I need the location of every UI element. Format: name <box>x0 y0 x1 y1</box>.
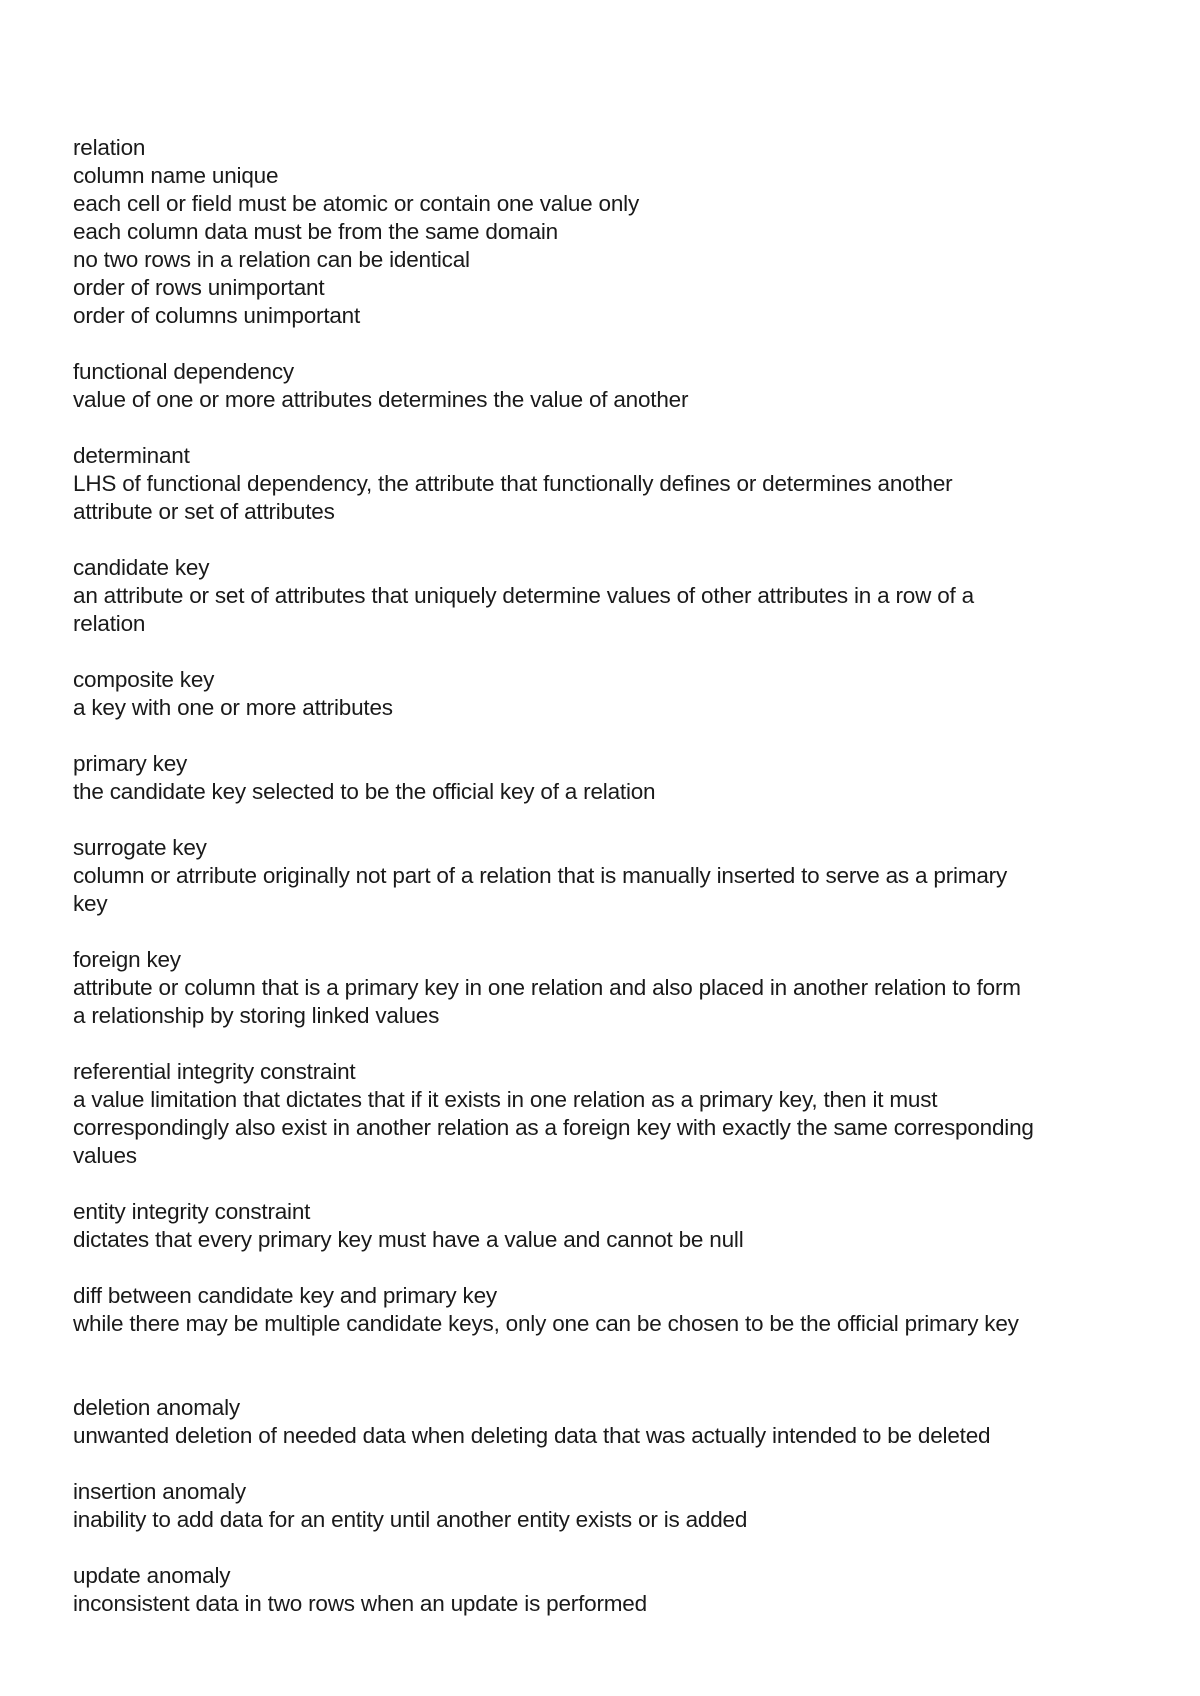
definition-line: dictates that every primary key must have a value and cannot be null <box>73 1227 744 1252</box>
note-referential-integrity <box>73 1058 1153 1170</box>
term-diff-keys: diff between candidate key and primary key <box>73 1283 497 1308</box>
note-functional-dependency <box>73 358 1153 414</box>
term-referential-integrity: referential integrity constraint <box>73 1059 356 1084</box>
definition-line: column name unique <box>73 163 279 188</box>
document-page <box>73 134 1153 1618</box>
definition-line: key <box>73 891 108 916</box>
definition-line: order of rows unimportant <box>73 275 325 300</box>
term-foreign-key: foreign key <box>73 947 181 972</box>
term-update-anomaly: update anomaly <box>73 1563 231 1588</box>
note-foreign-key <box>73 946 1153 1030</box>
definition-line: unwanted deletion of needed data when deleting data that was actually intended to be deleted <box>73 1423 991 1448</box>
definition-line: LHS of functional dependency, the attribute that functionally defines or determines another <box>73 471 953 496</box>
definition-line: order of columns unimportant <box>73 303 361 328</box>
term-relation: relation <box>73 135 146 160</box>
definition-line: each cell or field must be atomic or contain one value only <box>73 191 640 216</box>
note-entity-integrity <box>73 1198 1153 1254</box>
term-insertion-anomaly: insertion anomaly <box>73 1479 246 1504</box>
note-determinant <box>73 442 1153 526</box>
note-composite-key <box>73 666 1153 722</box>
term-primary-key: primary key <box>73 751 188 776</box>
definition-line: inconsistent data in two rows when an update is performed <box>73 1591 647 1616</box>
definition-line: relation <box>73 611 146 636</box>
definition-line: inability to add data for an entity until another entity exists or is added <box>73 1507 748 1532</box>
term-deletion-anomaly: deletion anomaly <box>73 1395 240 1420</box>
definition-line: attribute or set of attributes <box>73 499 335 524</box>
note-diff-keys <box>73 1282 1153 1338</box>
definition-line: column or atrribute originally not part of a relation that is manually inserted to serve as a primary <box>73 863 1007 888</box>
definition-line: attribute or column that is a primary key in one relation and also placed in another relation to form <box>73 975 1021 1000</box>
definition-line: a relationship by storing linked values <box>73 1003 440 1028</box>
definition-line: value of one or more attributes determines the value of another <box>73 387 689 412</box>
definition-line: a key with one or more attributes <box>73 695 393 720</box>
note-candidate-key <box>73 554 1153 638</box>
definition-line: no two rows in a relation can be identical <box>73 247 470 272</box>
definition-line: each column data must be from the same domain <box>73 219 559 244</box>
note-primary-key <box>73 750 1153 806</box>
definition-line: a value limitation that dictates that if it exists in one relation as a primary key, then it must <box>73 1087 938 1112</box>
term-functional-dependency: functional dependency <box>73 359 294 384</box>
definition-line: correspondingly also exist in another relation as a foreign key with exactly the same corresponding <box>73 1115 1034 1140</box>
definition-line: the candidate key selected to be the official key of a relation <box>73 779 656 804</box>
term-surrogate-key: surrogate key <box>73 835 207 860</box>
definition-line: values <box>73 1143 137 1168</box>
note-deletion-anomaly <box>73 1394 1153 1450</box>
note-update-anomaly <box>73 1562 1153 1618</box>
note-relation <box>73 134 1153 330</box>
note-insertion-anomaly <box>73 1478 1153 1534</box>
term-candidate-key: candidate key <box>73 555 210 580</box>
term-entity-integrity: entity integrity constraint <box>73 1199 311 1224</box>
term-composite-key: composite key <box>73 667 215 692</box>
definition-line: an attribute or set of attributes that uniquely determine values of other attributes in a row of a <box>73 583 974 608</box>
note-surrogate-key <box>73 834 1153 918</box>
definition-line: while there may be multiple candidate keys, only one can be chosen to be the official primary key <box>73 1311 1019 1336</box>
term-determinant: determinant <box>73 443 190 468</box>
